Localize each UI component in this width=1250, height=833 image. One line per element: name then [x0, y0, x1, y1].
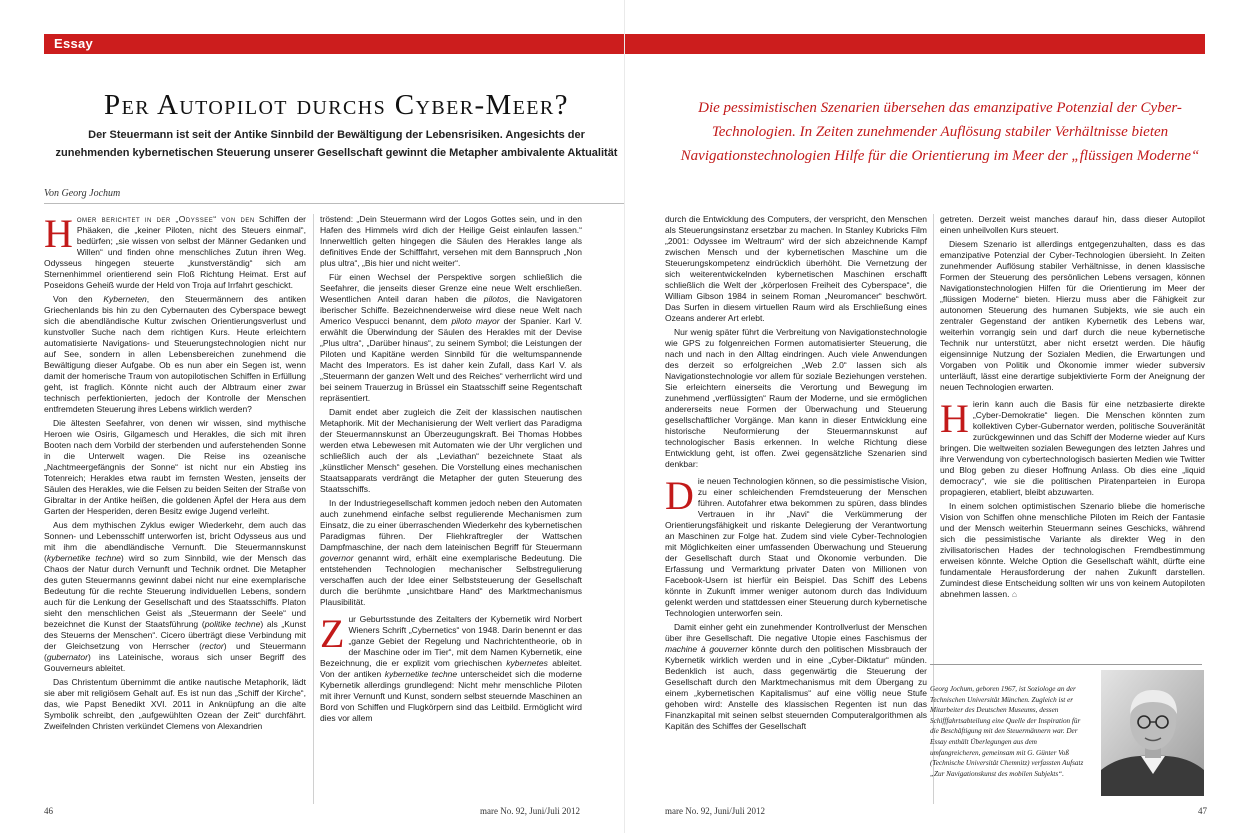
section-bar	[44, 34, 625, 54]
author-bio: Georg Jochum, geboren 1967, ist Soziologe an der Technischen Universität München. Zugleich ist er Mitarbeiter des Deutschen Museums, dessen Schifffahrtsabteilung eine Quelle der Inspiration für die Beschäftigung mit den Steuermännern war. Der Essay enthält Überlegungen aus dem umfangreicheren, gemeinsam mit G. Günter Voß (Technische Universität Chemnitz) verfassten Aufsatz „Zur Navigationskunst des mobilen Subjekts“.	[930, 685, 1084, 778]
paragraph: durch die Entwicklung des Computers, der verspricht, den Menschen als Steuerungsinstanz ersetzbar zu machen. In Stanley Kubricks Film „2001: Odyssee im Weltraum“ wird der sich abzeichnende Kampf zwischen Mensch und der kybernetischen Maschine um die Steuerungskompetenz eindrücklich überhöht. Die Vernetzung der sich weiterentwickelnden kybernetischen Maschinen erschafft schließlich die Welt der „körperlosen Freiheit des Cyberspace“, die William Gibson 1984 in seinem Roman „Neuromancer“ beschwört. Das Surfen in diesem virtuellen Raum wird als Erschließung eines Ozeans anderer Art erlebt.	[665, 214, 927, 323]
article-subtitle	[44, 126, 625, 162]
paragraph: getreten. Derzeit weist manches darauf hin, dass dieser Autopilot einen unheilvollen Kurs steuert.	[940, 214, 1205, 235]
issue-info: mare No. 92, Juni/Juli 2012	[665, 806, 765, 816]
paragraph-text: ableitet. Von der antiken	[320, 658, 582, 679]
subtitle-line-1: Der Steuermann ist seit der Antike Sinnbild der Bewältigung der Lebensrisiken. Angesichts der	[88, 129, 585, 141]
bio-divider	[930, 664, 1202, 665]
drop-cap: D	[665, 473, 694, 518]
paragraph	[320, 272, 582, 404]
paragraph	[44, 214, 306, 291]
page-number: 46	[44, 806, 53, 816]
lead-in: omer berichtet in der „Odyssee“ von den	[76, 214, 255, 224]
paragraph-text: Aus dem mythischen Zyklus ewiger Wiederkehr, dem auch das Sonnen- und Lebensschiff unterworfen ist, bricht Odysseus aus und mit ihm die abendländische Vernunft. Die Steuermannskunst (	[44, 520, 306, 563]
paragraph: Die ältesten Seefahrer, von denen wir wissen, sind mythische Heroen wie Osiris, Gilgamesch und Herakles, die sich mit ihren Booten nach dem Vorbild der sterbenden und auferstehenden Sonne in die Unterwelt wagen. Die Reise ins ozeanische „Nachtmeergefängnis der Sonne“ ist nicht nur ein Abstieg ins Totenreich; Herakles etwa raubt im fernsten Westen, jenseits der Säulen des Herakles, wie die Felsen zu beiden Seiten der Straße von Gibraltar in der Antike heißen, die goldenen Äpfel der Hera aus dem Garten der Hesperiden, deren Besitz ewige Jugend verleiht.	[44, 418, 306, 516]
paragraph: tröstend: „Dein Steuermann wird der Logos Gottes sein, und in den Hafen des Himmels wird dich der Heilige Geist einlaufen lassen.“ Innerweltlich gelten hingegen die Säulen des Herakles lange als definitives Ende der Schifffahrt, versehen mit dem Bannspruch „Non plus ultra“, „Bis hier und nicht weiter“.	[320, 214, 582, 268]
emphasis: kybernetike techne	[46, 553, 121, 563]
pull-quote: Die pessimistischen Szenarien übersehen das emanzipative Potenzial der Cyber-Technologien. In Zeiten zunehmender Auflösung stabiler Verhältnisse bieten Navigationstechnologien Hilfe für die Orientierung im Meer der „flüssigen Moderne“	[680, 100, 1200, 164]
paragraph-text: der Spanier. Karl V. erwählt die Überwindung der Säulen des Herakles mit der Devise „Plus ultra“, „Darüber hinaus“, zu seinem Symbol; die Leistungen der Piloten und Kapitäne werden Sinnbild für die weltumspannende Macht des Imperators. Es ist daher kein Zufall, dass Karl V. als „Steuermann der ganzen Welt und des Reiches“ verherrlicht wird und bei seinem Trauerzug in Brüssel ein Staatsschiff seine Regentschaft repräsentiert.	[320, 316, 582, 403]
byline: Von Georg Jochum	[44, 188, 121, 199]
column-divider	[313, 214, 314, 804]
paragraph-text: ) wird so zum Sinnbild, wie der Mensch das Chaos der Natur durch Vernunft und Technik ordnet. Die Metapher des guten Steuermanns gewinnt dabei nicht nur eine exemplarische Bedeutung für die rechte Steuerung individuellen Lebens, sondern auch für die Lenkung der Gesellschaft und des Staatsschiffs. Platon sieht den menschlichen Geist als „Steuermann der Seele“ und bezeichnet die Kunst der Staatsführung (	[44, 553, 306, 629]
emphasis: pilotos	[483, 294, 509, 304]
emphasis: politike techne	[204, 619, 261, 629]
section-bar	[625, 34, 1205, 54]
emphasis: governor	[320, 553, 354, 563]
paragraph-text: , die Navigatoren iberischer Schiffe. Bezeichnenderweise wird diese neue Welt nach Americo Vespucci benannt, dem	[320, 294, 582, 326]
paragraph-text: In einem solchen optimistischen Szenario bliebe die homerische Vision von Schiffen ohne menschliche Piloten im Reich der Fantasie und der Mensch weiterhin Steuermann seines Geschicks, während sich die pessimistische Variante als direkter Weg in den zivilisatorischen Hades der technologischen Fremdbestimmung erweisen könnte. Welche Option die Gesellschaft wählt, dürfte eine fundamentale Herausforderung der nahen Zukunft darstellen. Zumindest diese Entscheidung sollten wir uns von keinem Autopiloten abnehmen lassen.	[940, 501, 1205, 599]
emphasis: kybernetike techne	[384, 669, 458, 679]
drop-cap: H	[44, 214, 73, 256]
paragraph: Das Christentum übernimmt die antike nautische Metaphorik, lädt sie aber mit religiösem Gehalt auf. Es ist nun das „Schiff der Kirche“, das, wie Papst Benedikt XVI. 2011 in Anknüpfung an die alte Symbolik schreibt, den „aufgewühlten Ozean der Zeit“ durchfährt. Zweifelnden Christen verkündet Clemens von Alexandrien	[44, 677, 306, 731]
paragraph-text: ierin kann auch die Basis für eine netzbasierte direkte „Cyber-Demokratie“ liegen. Die Menschen könnten zum kollektiven Cyber-Gubernator werden, politische Souveränität zurückgewinnen und das Schiff der Moderne wieder auf Kurs bringen. Die weltweiten sozialen Bewegungen des letzten Jahres und ihre Verwendung von cybertechnologisch basierten Medien wie Twitter und Blog geben zu dieser Hoffnung Anlass. Ob dies eine „liquid democracy“, wie sie die politischen Piratenparteien in Europa propagieren, etabliert, bleibt abzuwarten.	[940, 399, 1205, 497]
end-mark-icon: ⌂	[1011, 589, 1017, 599]
issue-info: mare No. 92, Juni/Juli 2012	[480, 806, 580, 816]
paragraph-text: ) und Steuermann (	[44, 641, 306, 662]
paragraph-text: ur Geburtsstunde des Zeitalters der Kybernetik wird Norbert Wieners Schrift „Cybernetics“ von 1948. Darin benennt er das „ganze Gebiet der Regelung und Nachrichtentheorie, ob in der Maschine oder im Tier“, mit dem Namen Kybernetik, eine Bezeichnung, die er explizit vom griechischen	[320, 614, 582, 668]
byline-divider	[44, 203, 624, 204]
paragraph-text: genannt wird, erhält eine exemplarische Bedeutung. Die entstehenden Technologien mechanischer Selbstregulierung verschaffen auch der Idee einer Selbststeuerung der Gesellschaft durch die berühmte „unsichtbare Hand“ des Marktmechanismus Plausibilität.	[320, 553, 582, 607]
right-column-2	[940, 214, 1205, 660]
left-column-1	[44, 214, 306, 804]
subtitle-line-2: zunehmenden kybernetischen Steuerung unserer Gesellschaft gewinnt die Metapher ambivalente Aktualität	[55, 147, 618, 159]
paragraph-text: Damit einher geht ein zunehmender Kontrollverlust der Menschen über ihre Gesellschaft. Die negative Utopie eines Faschismus der	[665, 622, 927, 643]
emphasis: Kyberneten	[103, 294, 147, 304]
paragraph	[44, 294, 306, 415]
paragraph: Damit endet aber zugleich die Zeit der klassischen nautischen Metaphorik. Mit der Mechanisierung der Welt verliert das Paradigma der Steuermannskunst an Überzeugungskraft. Bei Thomas Hobbes werden etwa Lebewesen mit Automaten wie der Uhr verglichen und schließlich auch der als „Leviathan“ bezeichnete Staat als „künstlicher Mensch“ gesehen. Die Vorstellung eines mechanischen Staatsapparats verdrängt die Metapher der guten Steuerung des Staatsschiffs.	[320, 407, 582, 494]
paragraph-text: , den Steuermännern des antiken Griechenlands bis hin zu den Cybernauten des Cyberspace bewegt sich die abendländische Kultur zwischen Orientierungsverlust und kunstvoller Suche nach dem richtigen Kurs. Heute erleichtern automatisierte Navigations- und Steuerungstechnologien nicht nur auf See, sondern in allen Lebensbereichen zunehmend die Bewältigung dieser Aufgabe. Ob es nun aber ein Segen ist, wenn damit der homerische Traum von autopilotischen Schiffen in Erfüllung geht, ist fraglich. Könnte nicht auch der Albtraum einer zwar technisch perfektionierten, jedoch der Kontrolle der Menschen entfremdeten Steuerung ihres Lebens wirklich werden?	[44, 294, 306, 414]
paragraph: Diesem Szenario ist allerdings entgegenzuhalten, dass es das emanzipative Potenzial der Cyber-Technologien übersieht. In Zeiten zunehmender Auflösung stabiler Verhältnisse, in denen klassische Formen der Steuerung des persönlichen Lebens versagen, können Navigationstechnologien Hilfen für die Orientierung im Meer der „flüssigen Moderne“ bieten. Hierzu muss aber die Fähigkeit zur autonomen Steuerung des humanen Subjekts, wie sie auch ein zentraler Gegenstand der antiken Kybernetik des Lebens war, weiterhin vorrangig sein und darf durch die neue kybernetische Technik nur unterstützt, aber nicht ersetzt werden. Die häufig eigensinnige Nutzung der Sozialen Medien, die Erwartungen und Vorgaben von Politik und Ökonomie immer wieder subversiv unterläuft, lässt eine derartige subjektivierte Form der Aneignung der neuen Technologien erwarten.	[940, 239, 1205, 392]
paragraph	[940, 501, 1205, 600]
drop-cap: Z	[320, 611, 345, 656]
paragraph: Nur wenig später führt die Verbreitung von Navigationstechnologie wie GPS zu folgenreichen Formen automatisierter Steuerung, die nach und nach in den Alltag eindringen. Auch viele Anwendungen des derzeit so erfolgreichen „Web 2.0“ lassen sich als Navigationstechnologie vor allem für soziale Beziehungen verstehen. Sie erleichtern einerseits die Verortung und Bewegung im zunehmend „verflüssigten“ Raum der Moderne, und sie ermöglichen andererseits neue Formen der Überwachung und Steuerung gesellschaftlicher Vorgänge. Man kann in dieser Entwicklung eine historische Neuformierung der Steuermannskunst auf technologischer Basis erkennen. In welche Richtung diese Entwicklung geht, ist offen. Zwei gegensätzliche Szenarien sind denkbar:	[665, 327, 927, 469]
emphasis: kybernetes	[506, 658, 548, 668]
paragraph	[320, 498, 582, 608]
paragraph	[665, 622, 927, 732]
page-number: 47	[1198, 806, 1207, 816]
author-photo	[1101, 670, 1204, 796]
emphasis: rector	[201, 641, 224, 651]
drop-cap: H	[940, 396, 969, 441]
paragraph	[940, 396, 1205, 498]
paragraph-text: Schiffen der Phäaken, die „keiner Piloten, nicht des Steuers einmal“, bedürfen; „sie wissen von selbst der Männer Gedanken und Willen“ und finden ohne menschliches Zutun ihren Weg. Odysseus hingegen steuerte „kunstverständig“ sich am Sternenhimmel orientierend sein Floß Richtung Heimat. Erst auf Poseidons Geheiß wurde der Held von Troja auf Irrfahrt geschickt.	[44, 214, 306, 290]
paragraph	[665, 473, 927, 619]
right-page	[625, 0, 1250, 833]
paragraph	[44, 520, 306, 674]
paragraph-text: In der Industriegesellschaft kommen jedoch neben den Automaten auch zunehmend einfache selbst regulierende Mechanismen zum Einsatz, die zu einer überraschenden Wiederkehr des kybernetischen Paradigmas führen. Der Fliehkraftregler der Wattschen Dampfmaschine, der nach dem lateinischen Begriff für Steuermann	[320, 498, 582, 552]
paragraph-text: ie neuen Technologien können, so die pessimistische Vision, zu einer schleichenden Fremdsteuerung der Menschen führen. Autofahrer etwa bekommen zu spüren, dass blindes Vertrauen in ihr „Navi“ die Verkümmerung der Orientierungsfähigkeit und riskante Delegierung der Verantwortung an Maschinen zur Folge hat. Zudem sind viele Cyber-Technologien mit Möglichkeiten einer umfassenden Überwachung und Steuerung der Gesellschaft durch Staat und Ökonomie verbunden. Die Erfassung und Vermarktung privater Daten von Millionen von Facebook-Usern ist hierfür ein Beispiel. Das Schiff des Lebens könnte in Zukunft immer weniger autonom durch das Individuum gelenkt werden und stattdessen einer Steuerung durch kybernetische Technologien unterworfen sein.	[665, 476, 927, 618]
paragraph-text: ) als „Kunst des Steuerns der Menschen“. Cicero überträgt diese Verbindung mit der Gleichsetzung von Herrscher (	[44, 619, 306, 651]
right-column-1	[665, 214, 927, 804]
paragraph-text: Für einen Wechsel der Perspektive sorgen schließlich die Seefahrer, die jenseits dieser Grenze eine neue Welt erschließen. Wesentlichen Anteil daran haben die	[320, 272, 582, 304]
emphasis: machine à gouverner	[665, 644, 748, 654]
emphasis: piloto mayor	[451, 316, 500, 326]
left-column-2	[320, 214, 582, 804]
article-title: Per Autopilot durchs Cyber-Meer?	[104, 89, 569, 121]
paragraph	[320, 611, 582, 724]
paragraph-text: unterscheidet sich die moderne Kybernetik allerdings grundlegend: Nicht mehr menschliche Piloten mit ihrer Vernunft und Kunst, sondern selbst steuernde Maschinen an Bord von Schiffen und Flugkörpern sind das Leitbild. Ermöglicht wird dies vor allem	[320, 669, 582, 723]
paragraph-text: ) ins Lateinische, woraus sich unser Begriff des Gouverneurs ableitet.	[44, 652, 306, 673]
section-label: Essay	[54, 36, 94, 51]
paragraph-text: könnte durch den politischen Missbrauch der Kybernetik wirklich werden und in eine „Cyber-Diktatur“ münden. Bedenklich ist auch, dass gegenwärtig die Steuerung der Gesellschaft durch den Marktmechanismus mit dem Übergang zu einem „kybernetischen Kapitalismus“ auf eine völlig neue Stufe gehoben wird: Anstelle des klassischen Regenten ist nun das Finanzkapital mit seinen selbst steuernden Computeralgorithmen als Kapitän des Schiffes der Gesellschaft	[665, 644, 927, 731]
emphasis: gubernator	[46, 652, 88, 662]
author-portrait-icon	[1101, 670, 1204, 796]
paragraph-text: Von den	[53, 294, 104, 304]
